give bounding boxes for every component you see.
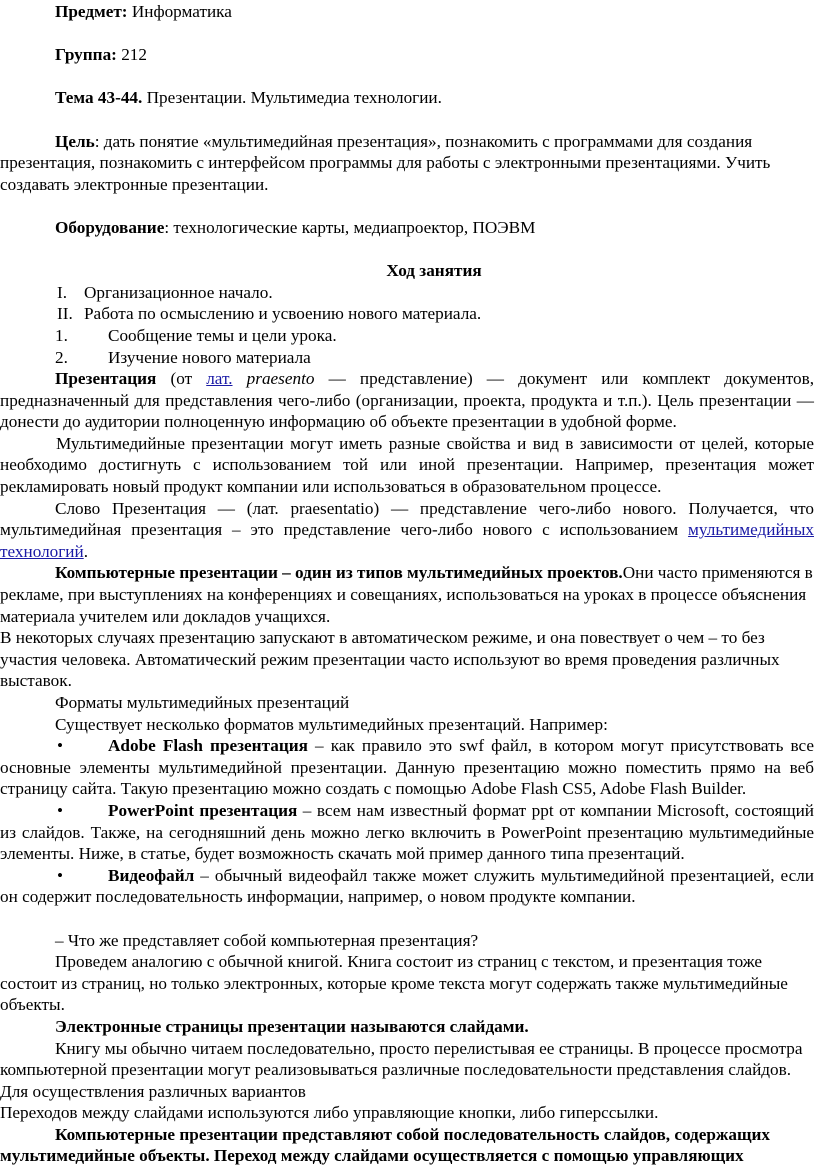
slides-definition: Электронные страницы презентации называются слайдами. [55, 1016, 529, 1036]
bullet-icon: • [57, 865, 64, 885]
lesson-title: Ход занятия [386, 261, 482, 281]
formats-intro: Существует несколько форматов мультимедийных презентаций. Например: [55, 714, 608, 734]
transitions-line: Переходов между слайдами используются либо управляющие кнопки, либо гиперссылки. [0, 1103, 659, 1123]
topic-value: Презентации. Мультимедиа технологии. [146, 88, 442, 108]
equipment-line [0, 217, 814, 239]
auto-mode-paragraph: В некоторых случаях презентацию запускают в автоматическом режиме, и она повествует о чем – то без участия человека. Автоматический режим презентации часто используют во время проведения различных выставок. [0, 628, 780, 691]
analogy-paragraph: Проведем аналогию с обычной книгой. Книга состоит из страниц с текстом, и презентация тоже состоит из страниц, но только электронных, которые кроме текста могут содержать также мультимедийные объекты. [0, 952, 788, 1015]
bullet-icon: • [57, 736, 64, 756]
stage-item: I. Организационное начало. [57, 282, 273, 302]
final-paragraph: Компьютерные презентации представляют собой последовательность слайдов, содержащих мультимедийные объекты. Переход между слайдами осуществляется с помощью управляющих [0, 1124, 770, 1166]
topic-label: Тема 43-44. [55, 88, 143, 108]
substep-item: 2. Изучение нового материала [55, 347, 311, 367]
group-line [0, 44, 814, 66]
multimedia-technologies-link[interactable]: мультимедийных технологий [0, 520, 814, 561]
goal-paragraph [0, 131, 814, 196]
format-item: • PowerPoint презентация – всем нам известный формат ppt от компании Microsoft, состоящий из слайдов. Также, на сегодняшний день можно легко включить в PowerPoint презентацию мультимедийные элементы. Ниже, в статье, будет возможность скачать мой пример данного типа презентаций. [0, 800, 814, 864]
subject-value: Информатика [131, 2, 232, 21]
format-item: • Adobe Flash презентация – как правило это swf файл, в котором могут присутствовать все основные элементы мультимедийной презентации. Данную презентацию можно поместить прямо на веб страницу сайта. Такую презентацию можно создать с помощью Adobe Flash CS5, Adobe Flash Builder. [0, 736, 814, 799]
substep-item: 1. Сообщение темы и цели урока. [55, 325, 337, 345]
word-paragraph: Слово Презентация — (лат. praesentatio) — представление чего-либо нового. Получается, что мультимедийная презентация – это представление чего-либо нового с использованием мультимедийных технологий. [0, 498, 814, 561]
subject-line [0, 1, 814, 23]
equipment-text: : технологические карты, медиапроектор, ПОЭВМ [164, 217, 536, 237]
reading-paragraph: Книгу мы обычно читаем последовательно, просто перелистывая ее страницы. В процессе просмотра компьютерной презентации могут реализовываться различные последовательности представления слайдов. Для осуществления различных вариантов [0, 1038, 803, 1101]
topic-line [0, 87, 814, 109]
multimedia-paragraph: Мультимедийные презентации могут иметь разные свойства и вид в зависимости от целей, которые необходимо достигнуть с использованием той или иной презентации. Например, презентация может рекламировать новый продукт компании или использоваться в образовательном процессе. [0, 433, 814, 497]
lat-link[interactable]: лат. [206, 369, 233, 389]
group-label: Группа: [55, 45, 117, 65]
formats-heading: Форматы мультимедийных презентаций [55, 693, 350, 712]
goal-label: Цель [55, 131, 95, 151]
presentation-definition: Презентация (от лат. praesento — представление) — документ или комплект документов, предназначенный для представления чего-либо (организации, проекта, продукта и т.п.). Цель презентации — донести до аудитории полноценную информацию об объекте презентации в удобной форме. [0, 369, 814, 432]
group-value: 212 [121, 45, 147, 65]
subject-label: Предмет: [55, 2, 128, 21]
stage-item: II. Работа по осмыслению и усвоению нового материала. [57, 304, 482, 324]
term: Презентация [55, 369, 157, 389]
goal-text: : дать понятие «мультимедийная презентация», познакомить с программами для создания презентация, познакомить с интерфейсом программы для работы с электронными презентациями. Учить создавать электронные презентации. [0, 131, 771, 194]
format-item: • Видеофайл – обычный видеофайл также может служить мультимедийной презентацией, если он содержит последовательность информации, например, о новом продукте компании. [0, 865, 814, 907]
equipment-label: Оборудование [55, 217, 165, 237]
latin-word: praesento [246, 369, 315, 389]
computer-presentations-paragraph: Компьютерные презентации – один из типов мультимедийных проектов.Они часто применяются в рекламе, при выступлениях на конференциях и совещаниях, использоваться на уроках в процессе объяснения материала учителем или докладов учащихся. [0, 563, 813, 626]
question-line: – Что же представляет собой компьютерная презентация? [55, 930, 479, 950]
bullet-icon: • [57, 800, 64, 820]
